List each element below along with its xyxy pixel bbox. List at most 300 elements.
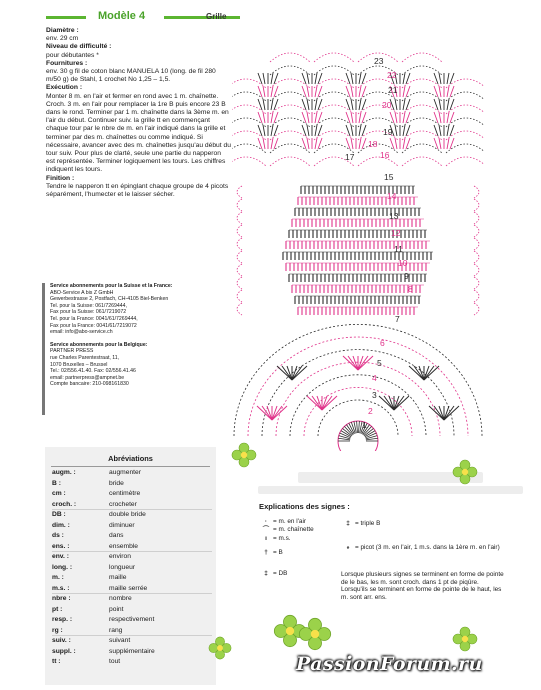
stitch-mark: [271, 138, 273, 149]
service-be-title: Service abonnements pour la Belgique:: [50, 341, 148, 348]
round-number: 8: [408, 284, 413, 294]
round-number: 5: [377, 358, 382, 368]
side-arc: [474, 186, 479, 198]
side-arc: [474, 277, 479, 289]
abbreviation-meaning: dans: [109, 532, 124, 539]
stitch-mark: [390, 138, 394, 149]
abbreviation-row: [52, 521, 212, 532]
chain-arc: [314, 66, 354, 75]
stitch-mark: [447, 112, 449, 123]
stitch-mark: [346, 99, 350, 110]
stitch-mark: [315, 112, 317, 123]
signs-title: Explications des signes :: [259, 502, 350, 511]
service-be-email[interactable]: email: partnerpress@ampnet.be: [50, 374, 125, 381]
fan-stitch: [322, 396, 332, 410]
side-arc: [237, 199, 242, 211]
abbreviation-meaning: double bride: [109, 511, 146, 518]
stitch-mark: [403, 73, 405, 84]
abbreviation-meaning: supplémentaire: [109, 647, 155, 655]
stitch-mark: [351, 112, 353, 123]
service-ch-title: Service abonnements pour la Suisse et la France:: [50, 283, 173, 289]
abbreviation-row: [52, 657, 212, 668]
abbreviation-row: [52, 468, 212, 479]
abbreviation-meaning: augmenter: [109, 469, 141, 476]
abbreviation-row: [52, 510, 212, 521]
stitch-mark: [302, 99, 306, 110]
stitch-mark: [315, 138, 317, 149]
stitch-mark: [403, 86, 405, 97]
stitch-mark: [351, 86, 353, 97]
stitch-mark: [263, 99, 265, 110]
side-arc: [474, 303, 479, 315]
chain-arc: [270, 131, 310, 140]
flower-icon: [208, 636, 232, 660]
stitch-mark: [274, 73, 278, 84]
stitch-mark: [351, 138, 353, 149]
round-number: 18: [368, 139, 378, 149]
stitch-mark: [307, 138, 309, 149]
stitch-mark: [450, 99, 454, 110]
stitch-mark: [346, 73, 350, 84]
stitch-mark: [318, 138, 322, 149]
supplies-heading: Fournitures :: [46, 59, 88, 67]
round-number: 11: [394, 244, 403, 254]
watermark-site: PassionForum.ru: [296, 653, 483, 675]
stitch-mark: [274, 86, 278, 97]
stitch-mark: [362, 125, 366, 136]
round-number: 6: [380, 338, 385, 348]
abbreviation-key: DB :: [52, 511, 66, 518]
stitch-mark: [395, 138, 397, 149]
stitch-mark: [406, 138, 410, 149]
round-number: 14: [387, 191, 397, 201]
chain-arc: [358, 157, 398, 166]
chain-arc: [402, 144, 442, 153]
round-number: 22: [387, 70, 397, 80]
sign-slip-stitch: [259, 526, 314, 534]
stitch-mark: [362, 138, 366, 149]
finish-heading: Finition :: [46, 174, 75, 182]
chain-arc: [270, 144, 310, 153]
abbreviation-row: [52, 626, 212, 637]
chain-arc: [314, 92, 354, 101]
diameter-heading: Diamètre :: [46, 27, 79, 34]
chain-arc: [402, 53, 442, 62]
stitch-mark: [434, 138, 438, 149]
sign-double-treble-label: = DB: [273, 570, 288, 577]
chain-arc: [270, 66, 310, 75]
abbreviation-meaning: point: [109, 605, 124, 613]
side-arc: [237, 186, 242, 198]
stitch-mark: [258, 112, 262, 123]
round-number: 9: [404, 271, 409, 281]
difficulty-value: pour débutantes *: [46, 51, 99, 59]
stitch-mark: [263, 73, 265, 84]
fan-stitch: [358, 356, 368, 370]
round-number: 2: [368, 406, 373, 416]
side-arc: [474, 264, 479, 276]
grid-label: Grille: [206, 12, 227, 21]
side-arc: [474, 238, 479, 250]
execution-text: Monter 8 m. en l'air et fermer en rond avec 1 m. chaînette. Croch. 3 m. en l'air pour remplacer la 1re B puis encore 23 B dans le rond. Terminer par 1 m. chaînette dans la 3ème m. en l'air du début. Continuer suiv. la grille tt en commençant chaque tour par le nbre de m. en l'air indiqué dans la grille et terminer par des m. chaînettes ou comme indiqué. Si nécessaire, avancer avec des m. chaînettes jusqu'au début du tour suiv. Pour plus de clarté, seule une partie du napperon est représentée. Terminer logiquement les tours. Les chiffres indiquent les tours.: [46, 92, 231, 174]
stitch-mark: [263, 112, 265, 123]
stitch-mark: [359, 112, 361, 123]
stitch-mark: [263, 125, 265, 136]
sign-treble-label: = B: [273, 549, 283, 556]
chain-arc: [402, 66, 442, 75]
sign-picot: [341, 544, 501, 552]
chain-arc: [402, 79, 442, 88]
stitch-mark: [307, 112, 309, 123]
abbreviation-row: [52, 479, 212, 490]
abbreviation-key: tt :: [52, 658, 61, 665]
round-number: 10: [398, 258, 408, 268]
picot-icon: ∘: [345, 544, 350, 551]
chain-arc: [402, 92, 442, 101]
abbreviation-key: long. :: [52, 563, 73, 571]
stitch-mark: [395, 112, 397, 123]
stitch-mark: [302, 86, 306, 97]
stitch-mark: [318, 86, 322, 97]
stitch-mark: [434, 112, 438, 123]
finish-text: Tendre le napperon tt en épinglant chaque groupe de 4 picots séparément, l'humecter et le laisser sécher.: [46, 182, 229, 199]
round-number: 4: [372, 373, 377, 383]
chain-arc: [402, 105, 442, 114]
faint-background-text: [258, 470, 523, 495]
abbreviation-key: rg :: [52, 626, 63, 634]
stitch-mark: [315, 99, 317, 110]
abbreviation-row: [52, 636, 212, 647]
stitch-mark: [406, 99, 410, 110]
round-number: 12: [391, 228, 401, 238]
chain-arc: [270, 53, 310, 62]
abbreviation-key: croch. :: [52, 500, 77, 508]
abbreviation-row: [52, 500, 212, 511]
stitch-mark: [351, 125, 353, 136]
sign-treble: [259, 549, 283, 557]
sign-slip-stitch-label: = m. chaînette: [273, 526, 314, 533]
abbreviation-meaning: tout: [109, 658, 121, 665]
service-ch-line: Tel. pour la Suisse: 061/7269444,: [50, 302, 128, 309]
service-ch-line: Gewerbestrasse 2, Postfach, CH-4105 Biel-Benken: [50, 296, 169, 303]
stitch-mark: [447, 125, 449, 136]
chain-arc: [358, 118, 398, 127]
abbreviation-meaning: rang: [109, 626, 123, 634]
side-arc: [237, 264, 242, 276]
abbreviation-meaning: crocheter: [109, 500, 137, 508]
stitch-mark: [403, 138, 405, 149]
chain-arc: [314, 105, 354, 114]
stitch-mark: [315, 73, 317, 84]
stitch-mark: [359, 125, 361, 136]
chain-arc: [270, 79, 310, 88]
stitch-mark: [271, 86, 273, 97]
stitch-mark: [359, 138, 361, 149]
round-number: 15: [384, 172, 394, 182]
abbreviation-row: [52, 647, 212, 658]
abbreviation-key: augm. :: [52, 469, 76, 476]
header-rule-right: [164, 16, 240, 19]
treble-icon: †: [264, 549, 268, 556]
stitch-mark: [390, 112, 394, 123]
abbreviation-meaning: environ: [109, 553, 131, 560]
abbreviation-key: m.s. :: [52, 584, 70, 592]
stitch-mark: [346, 138, 350, 149]
stitch-mark: [351, 99, 353, 110]
side-arc: [237, 251, 242, 263]
abbreviation-row: [52, 584, 212, 595]
abbreviation-key: dim. :: [52, 521, 70, 529]
side-arc: [237, 290, 242, 302]
difficulty-heading: Niveau de difficulté :: [46, 43, 112, 51]
abbreviation-row: [52, 531, 212, 542]
abbreviation-key: suiv. :: [52, 637, 71, 644]
fan-stitch: [384, 396, 394, 410]
round-number: 3: [372, 390, 377, 400]
stitch-mark: [263, 138, 265, 149]
instructions: [46, 27, 231, 199]
service-ch-line: Tel. pour la France: 0041/61/7269444,: [50, 315, 138, 322]
fan-stitch: [272, 406, 282, 420]
stitch-mark: [403, 99, 405, 110]
stitch-mark: [258, 86, 262, 97]
flower-icon: [298, 617, 332, 651]
side-arc: [237, 303, 242, 315]
chain-arc: [314, 79, 354, 88]
abbreviation-meaning: respectivement: [109, 616, 155, 623]
chain-arc: [232, 157, 266, 166]
stitch-mark: [434, 125, 438, 136]
chain-arc: [358, 144, 398, 153]
side-arc: [474, 212, 479, 224]
stitch-mark: [302, 73, 306, 84]
abbreviations-list: [52, 468, 212, 668]
chain-arc: [270, 157, 310, 166]
abbreviation-key: pt :: [52, 605, 63, 613]
stitch-mark: [274, 99, 278, 110]
stitch-mark: [274, 125, 278, 136]
abbreviation-row: [52, 542, 212, 553]
stitch-mark: [302, 125, 306, 136]
stitch-mark: [258, 138, 262, 149]
abbreviations-title: Abréviations: [108, 454, 153, 463]
fan-stitch: [394, 396, 404, 410]
stitch-mark: [362, 99, 366, 110]
side-arc: [237, 212, 242, 224]
chain-arc: [314, 131, 354, 140]
stitch-mark: [271, 73, 273, 84]
stitch-mark: [274, 112, 278, 123]
stitch-mark: [450, 138, 454, 149]
model-title: Modèle 4: [98, 10, 146, 22]
chain-arc: [358, 105, 398, 114]
stitch-mark: [258, 99, 262, 110]
stitch-mark: [315, 86, 317, 97]
abbreviation-meaning: maille: [109, 574, 127, 581]
service-be-line: PARTNER PRESS: [50, 348, 94, 355]
crochet-diagram: [232, 36, 484, 451]
service-be-line: Tel.: 02/556.41.40. Fax: 02/556.41.46: [50, 368, 136, 375]
round-number: 19: [383, 127, 393, 137]
stitch-mark: [307, 125, 309, 136]
stitch-mark: [302, 138, 306, 149]
single-crochet-icon: ı: [265, 535, 267, 542]
abbreviation-key: env. :: [52, 553, 69, 560]
stitch-mark: [450, 112, 454, 123]
stitch-mark: [258, 73, 262, 84]
flower-icon: [452, 626, 478, 652]
fan-stitch: [292, 366, 302, 380]
round-arc: [276, 362, 440, 436]
stitch-mark: [447, 86, 449, 97]
stitch-mark: [447, 73, 449, 84]
flower-icon: [231, 442, 257, 468]
fan-stitch: [348, 356, 358, 370]
abbreviation-key: nbre :: [52, 595, 71, 602]
stitch-mark: [346, 125, 350, 136]
stitch-mark: [307, 86, 309, 97]
model-header: [46, 10, 196, 24]
stitch-mark: [359, 99, 361, 110]
chain-arc: [402, 118, 442, 127]
round-number: 16: [380, 150, 390, 160]
chain-arc: [314, 118, 354, 127]
stitch-mark: [439, 73, 441, 84]
stitch-mark: [362, 73, 366, 84]
abbreviation-meaning: ensemble: [109, 542, 138, 550]
round-number: 1: [362, 420, 367, 430]
execution-heading: Exécution :: [46, 84, 83, 92]
fan-stitch: [414, 366, 424, 380]
side-arc: [237, 225, 242, 237]
sign-picot-label: = picot (3 m. en l'air, 1 m.s. dans la 1ère m. en l'air): [355, 544, 500, 551]
round-number: 23: [374, 56, 384, 66]
abbreviation-row: [52, 615, 212, 626]
stitch-mark: [439, 99, 441, 110]
stitch-mark: [395, 125, 397, 136]
stitch-mark: [271, 99, 273, 110]
stitch-mark: [406, 125, 410, 136]
stitch-mark: [346, 112, 350, 123]
side-arc: [237, 277, 242, 289]
chain-icon: ·: [264, 518, 268, 525]
service-text: [50, 283, 216, 388]
abbreviation-meaning: longueur: [109, 563, 136, 571]
stitch-mark: [439, 86, 441, 97]
center-ring: [338, 421, 378, 451]
sign-chain: [259, 518, 306, 526]
stitch-mark: [439, 112, 441, 123]
fan-stitch: [312, 396, 322, 410]
abbreviation-meaning: maille serrée: [109, 584, 148, 592]
round-arc: [290, 375, 426, 436]
signs-note: Lorsque plusieurs signes se terminent en forme de pointe de le bas, les m. sont croch. dans 1 pt de piqûre. Lorsqu'ils se terminent en forme de pointe de le haut, les m. sont arr. ens.: [341, 571, 504, 601]
stitch-mark: [302, 112, 306, 123]
sign-triple-treble: [341, 520, 380, 528]
side-arc: [474, 199, 479, 211]
stitch-mark: [318, 125, 322, 136]
service-be-line: rue Charles Parentestraat, 11,: [50, 354, 120, 361]
abbreviation-key: suppl. :: [52, 647, 76, 655]
abbreviation-key: resp. :: [52, 616, 73, 623]
chain-arc: [314, 53, 354, 62]
stitch-mark: [406, 112, 410, 123]
chain-arc: [270, 105, 310, 114]
chain-arc: [270, 92, 310, 101]
double-treble-icon: ‡: [264, 570, 268, 577]
service-side-bar: [42, 283, 45, 415]
abbreviation-row: [52, 563, 212, 574]
stitch-mark: [450, 73, 454, 84]
sign-single: [259, 535, 291, 543]
side-arc: [237, 238, 242, 250]
service-be-line: 1070 Bruxelles – Brussel: [50, 361, 108, 368]
slip-stitch-icon: ⌒: [262, 526, 270, 533]
abbreviations-box: [45, 447, 216, 685]
abbreviation-meaning: diminuer: [109, 521, 135, 529]
stitch-mark: [271, 112, 273, 123]
stitch-mark: [362, 112, 366, 123]
service-ch-line: Fax pour la Suisse: 061/7219072: [50, 309, 127, 316]
stitch-mark: [395, 99, 397, 110]
abbreviation-meaning: suivant: [109, 637, 131, 644]
abbreviation-key: m. :: [52, 574, 64, 581]
abbreviation-key: B :: [52, 479, 61, 487]
flower-icon: [452, 459, 478, 485]
round-number: 7: [395, 314, 400, 324]
side-arc: [474, 290, 479, 302]
round-number: 17: [345, 152, 355, 162]
stitch-mark: [346, 86, 350, 97]
stitch-mark: [307, 73, 309, 84]
diameter-value: env. 29 cm: [46, 35, 79, 43]
service-ch-line: ABO-Service A bis Z GmbH: [50, 289, 114, 296]
stitch-mark: [258, 125, 262, 136]
triple-treble-icon: ‡: [346, 520, 350, 527]
service-ch-email[interactable]: email: info@abo-service.ch: [50, 329, 113, 336]
abbreviation-row: [52, 605, 212, 616]
abbreviation-key: ens. :: [52, 542, 70, 550]
chain-arc: [270, 118, 310, 127]
abbreviation-row: [52, 489, 212, 500]
round-arc: [304, 387, 412, 436]
abbreviation-meaning: bride: [109, 479, 124, 487]
stitch-mark: [434, 99, 438, 110]
stitch-mark: [439, 138, 441, 149]
stitch-mark: [439, 125, 441, 136]
stitch-mark: [403, 125, 405, 136]
chain-arc: [402, 131, 442, 140]
abbreviation-key: ds :: [52, 532, 64, 539]
chain-arc: [446, 157, 484, 166]
stitch-mark: [315, 125, 317, 136]
abbreviation-meaning: nombre: [109, 595, 132, 602]
stitch-mark: [318, 73, 322, 84]
supplies-text: env. 30 g fil de coton blanc MANUELA 10 (long. de fil 280 m/50 g) de Stahl, 1 crochet No 1,25 – 1,5.: [46, 68, 216, 84]
abbreviation-key: cm :: [52, 490, 66, 497]
sign-triple-treble-label: = triple B: [355, 520, 381, 527]
stitch-mark: [406, 73, 410, 84]
stitch-mark: [351, 73, 353, 84]
center-stitch: [359, 421, 360, 433]
stitch-mark: [434, 86, 438, 97]
service-be-line: Compte bancaire: 210-098161830: [50, 381, 129, 388]
stitch-mark: [447, 99, 449, 110]
stitch-mark: [450, 86, 454, 97]
stitch-mark: [447, 138, 449, 149]
side-arc: [474, 251, 479, 263]
stitch-mark: [362, 86, 366, 97]
